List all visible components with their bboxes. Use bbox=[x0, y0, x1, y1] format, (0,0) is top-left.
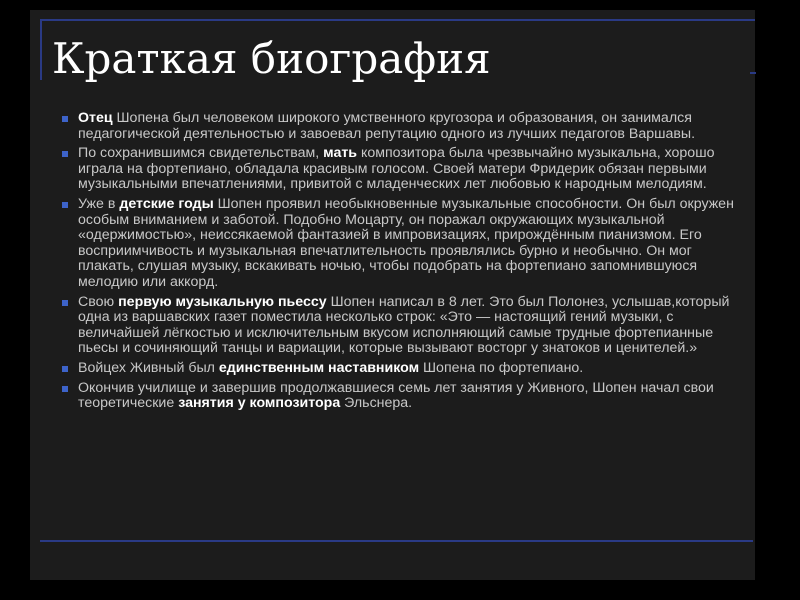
bullet-item bbox=[60, 381, 750, 412]
bullet-text: Окончив училище и завершив продолжавшиеся семь лет занятия у Живного, Шопен начал свои теоретические bbox=[78, 379, 714, 412]
top-rule bbox=[40, 19, 755, 21]
bullet-item bbox=[60, 361, 750, 377]
square-bullet-icon bbox=[62, 151, 68, 157]
highlighted-text: первую музыкальную пьессу bbox=[118, 293, 327, 310]
bullet-text: По сохранившимся свидетельствам, bbox=[78, 145, 324, 162]
square-bullet-icon bbox=[62, 386, 68, 392]
bullet-text: Шопена по фортепиано. bbox=[419, 359, 584, 376]
bottom-rule bbox=[40, 540, 753, 542]
square-bullet-icon bbox=[62, 116, 68, 122]
square-bullet-icon bbox=[62, 202, 68, 208]
bullet-text: Шопен написал в 8 лет. Это был Полонез, услышав,который одна из варшавских газет поместила несколько строк: «Это — настоящий гений музыки, с величайшей лёгкостью и исключительным вкусом исполняющий самые трудные фортепианные пьесы и сочиняющий танцы и вариации, которые вызывают восторг у знатоков и ценителей.» bbox=[78, 293, 730, 357]
bullet-text: Свою bbox=[78, 293, 119, 310]
right-rule-mark bbox=[750, 72, 756, 74]
highlighted-text: единственным наставником bbox=[218, 359, 420, 376]
bullet-text: Шопен проявил необыкновенные музыкальные способности. Он был окружен особым вниманием и заботой. Подобно Моцарту, он поражал окружающих музыкальной «одержимостью», неиссякаемой фантазией в импровизациях, прирождённым пианизмом. Его восприимчивость и музыкальная впечатлительность проявлялись бурно и необычно. Он мог плакать, слушая музыку, вскакивать ночью, чтобы подобрать на фортепиано запомнившуюся мелодию или аккорд. bbox=[78, 195, 734, 290]
highlighted-text: детские годы bbox=[119, 195, 214, 212]
highlighted-text: занятия у композитора bbox=[178, 395, 341, 412]
bullet-text: Войцех Живный был bbox=[78, 359, 219, 376]
bullet-item bbox=[60, 295, 750, 357]
square-bullet-icon bbox=[62, 300, 68, 306]
bullet-text: Эльснера. bbox=[340, 395, 413, 412]
bullet-text: композитора была чрезвычайно музыкальна, хорошо играла на фортепиано, обладала красивым голосом. Своей матери Фридерик обязан первыми музыкальными впечатлениями, привитой с младенческих лет любовью к народным мелодиям. bbox=[78, 145, 715, 193]
bullet-list bbox=[60, 111, 750, 416]
bullet-item bbox=[60, 111, 750, 142]
highlighted-text: мать bbox=[323, 145, 358, 162]
left-rule bbox=[40, 19, 42, 80]
bullet-text: Шопена был человеком широкого умственного кругозора и образования, он занимался педагогической деятельностью и завоевал репутацию одного из лучших педагогов Варшавы. bbox=[78, 110, 696, 142]
bullet-item bbox=[60, 197, 750, 291]
bullet-text: Уже в bbox=[78, 195, 120, 212]
square-bullet-icon bbox=[62, 366, 68, 372]
highlighted-text: Отец bbox=[78, 110, 113, 126]
slide-title: Краткая биография bbox=[52, 34, 491, 83]
bullet-item bbox=[60, 146, 750, 193]
